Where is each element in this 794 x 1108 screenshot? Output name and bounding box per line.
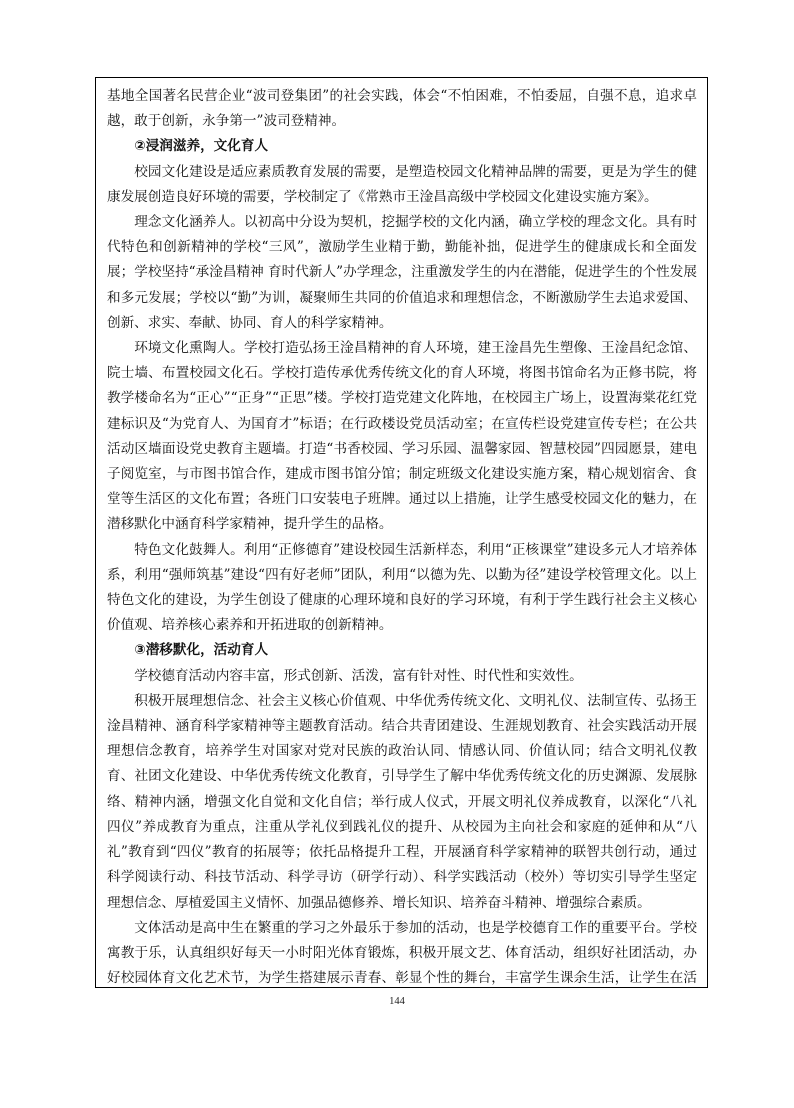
paragraph-continuation: 基地全国著名民营企业“波司登集团”的社会实践，体会“不怕困难，不怕委屈，自强不息，追求卓越，敢于创新，永争第一”波司登精神。 xyxy=(107,88,697,130)
paragraph-sports-arts: 文体活动是高中生在繁重的学习之外最乐于参加的活动，也是学校德育工作的重要平台。学校寓教于乐，认真组织好每天一小时阳光体育锻炼，积极开展文艺、体育活动，组织好社团活动，办好校园体育文化艺术节，为学生搭建展示青春、彰显个性的舞台，丰富学生课余生活，让学生在活 xyxy=(107,919,697,987)
paragraph-feature-culture: 特色文化鼓舞人。利用“正修德育”建设校园生活新样态，利用“正核课堂”建设多元人才培养体系，利用“强师筑基”建设“四有好老师”团队，利用“以德为先、以勤为径”建设学校管理文化。以上特色文化的建设，为学生创设了健康的心理环境和良好的学习环境，有利于学生践行社会主义核心价值观、培养核心素养和开拓进取的创新精神。 xyxy=(107,541,697,634)
content-frame xyxy=(95,77,708,988)
page-number: 144 xyxy=(389,996,405,1007)
section-heading-culture: ②浸润滋养，文化育人 xyxy=(134,138,269,155)
paragraph-moral-activities: 学校德育活动内容丰富，形式创新、活泼，富有针对性、时代性和实效性。 xyxy=(134,667,583,684)
paragraph-concept-culture: 理念文化涵养人。以初高中分设为契机，挖掘学校的文化内涵，确立学校的理念文化。具有时代特色和创新精神的学校“三风”，激励学生业精于勤，勤能补拙，促进学生的健康成长和全面发展；学校坚持“承淦昌精神 育时代新人”办学理念，注重激发学生的内在潜能，促进学生的个性发展和多元发展；学校以“勤”为训，凝聚师生共同的价值追求和理想信念，不断激励学生去追求爱国、创新、求实、奉献、协同、育人的科学家精神。 xyxy=(107,214,697,331)
section-heading-activities: ③潜移默化，活动育人 xyxy=(134,642,269,659)
document-body xyxy=(96,78,707,988)
paragraph-theme-education: 积极开展理想信念、社会主义核心价值观、中华优秀传统文化、文明礼仪、法制宣传、弘扬王淦昌精神、涵育科学家精神等主题教育活动。结合共青团建设、生涯规划教育、社会实践活动开展理想信念教育，培养学生对国家对党对民族的政治认同、情感认同、价值认同；结合文明礼仪教育、社团文化建设、中华优秀传统文化教育，引导学生了解中华优秀传统文化的历史渊源、发展脉络、精神内涵，增强文化自觉和文化自信；举行成人仪式，开展文明礼仪养成教育，以深化“八礼四仪”养成教育为重点，注重从学礼仪到践礼仪的提升、从校园为主向社会和家庭的延伸和从“八礼”教育到“四仪”教育的拓展等；依托品格提升工程，开展涵育科学家精神的联智共创行动，通过科学阅读行动、科技节活动、科学寻访（研学行动）、科学实践活动（校外）等切实引导学生坚定理想信念、厚植爱国主义情怀、加强品德修养、增长知识、培养奋斗精神、增强综合素质。 xyxy=(107,692,697,911)
paragraph-environment-culture: 环境文化熏陶人。学校打造弘扬王淦昌精神的育人环境，建王淦昌先生塑像、王淦昌纪念馆、院士墙、布置校园文化石。学校打造传承优秀传统文化的育人环境，将图书馆命名为正修书院，将教学楼命名为“正心”“正身”“正思”楼。学校打造党建文化阵地，在校园主广场上，设置海棠花红党建标识及“为党育人、为国育才”标语；在行政楼设党员活动室；在宣传栏设党建宣传专栏；在公共活动区墙面设党史教育主题墙。打造“书香校园、学习乐园、温馨家园、智慧校园”四园愿景，建电子阅览室，与市图书馆合作，建成市图书馆分馆；制定班级文化建设实施方案，精心规划宿舍、食堂等生活区的文化布置；各班门口安装电子班牌。通过以上措施，让学生感受校园文化的魅力，在潜移默化中涵育科学家精神，提升学生的品格。 xyxy=(107,340,697,533)
paragraph-campus-culture: 校园文化建设是适应素质教育发展的需要，是塑造校园文化精神品牌的需要，更是为学生的健康发展创造良好环境的需要，学校制定了《常熟市王淦昌高级中学校园文化建设实施方案》。 xyxy=(107,163,697,205)
